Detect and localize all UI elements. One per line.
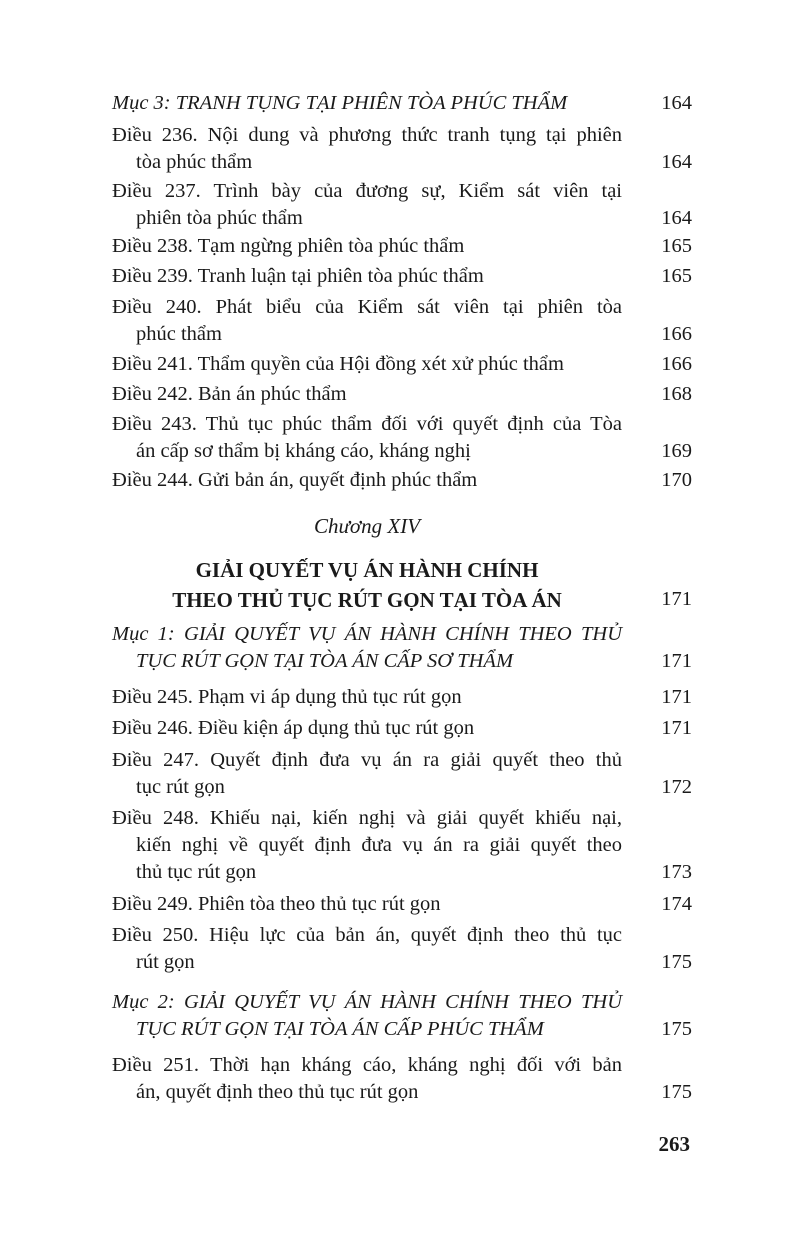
toc-entry-page-number: 171 [661,650,692,672]
toc-entry-title [112,411,622,465]
toc-entry-page-number: 174 [661,893,692,915]
toc-entry-line: tòa phúc thẩm [136,151,253,173]
toc-entry-line: Điều 236. Nội dung và phương thức tranh tụng tại phiên [112,124,622,146]
toc-entry-page-number: 164 [661,92,692,114]
toc-entry-title [112,684,622,711]
toc-entry-line: tục rút gọn [136,776,225,798]
toc-entry-page-number: 166 [661,353,692,375]
toc-entry-d248 [112,805,692,886]
toc-entry-line: thủ tục rút gọn [136,861,257,883]
toc-entry-line: Điều 248. Khiếu nại, kiến nghị và giải quyết khiếu nại, [112,807,622,829]
toc-entry-page-number: 165 [661,265,692,287]
toc-entry-title [112,178,622,232]
toc-entry-page-number: 173 [661,861,692,883]
toc-entry-line: Mục 2: GIẢI QUYẾT VỤ ÁN HÀNH CHÍNH THEO THỦ [112,991,622,1013]
toc-entry-line: phúc thẩm [136,323,222,345]
toc-entry-title [112,233,622,260]
toc-entry-line: án cấp sơ thẩm bị kháng cáo, kháng nghị [136,440,471,462]
toc-entry-page-number: 168 [661,383,692,405]
toc-entry-muc2 [112,989,692,1043]
toc-entry-line: phiên tòa phúc thẩm [136,207,303,229]
toc-entry-page-number: 164 [661,207,692,229]
toc-entry-line: Điều 239. Tranh luận tại phiên tòa phúc thẩm [112,265,484,287]
toc-entry-page-number: 171 [661,686,692,708]
toc-entry-page-number: 164 [661,151,692,173]
toc-entry-line: Điều 242. Bản án phúc thẩm [112,383,347,405]
toc-entry-title [112,922,622,976]
toc-entry-title [112,381,622,408]
toc-entry-title [112,891,622,918]
toc-entry-title [112,1052,622,1106]
toc-entry-line: Mục 3: TRANH TỤNG TẠI PHIÊN TÒA PHÚC THẨM [112,92,568,114]
toc-entry-muc3 [112,90,692,117]
toc-entry-line: Điều 251. Thời hạn kháng cáo, kháng nghị đối với bản [112,1054,622,1076]
toc-entry-d244 [112,467,692,494]
toc-entry-d237 [112,178,692,232]
toc-entry-d251 [112,1052,692,1106]
toc-entry-line: kiến nghị về quyết định đưa vụ án ra giải quyết theo [136,834,622,856]
toc-entry-title [112,467,622,494]
toc-entry-d240 [112,294,692,348]
toc-entry-page-number: 172 [661,776,692,798]
toc-entry-d250 [112,922,692,976]
toc-entry-title [112,90,622,117]
toc-entry-line: Điều 238. Tạm ngừng phiên tòa phúc thẩm [112,235,465,257]
toc-entry-page-number: 169 [661,440,692,462]
chapter-title-line-1: GIẢI QUYẾT VỤ ÁN HÀNH CHÍNH [195,558,539,582]
toc-entry-d245 [112,684,692,711]
toc-entry-page-number: 171 [661,717,692,739]
toc-entry-title [112,989,622,1043]
toc-entry-line: Điều 250. Hiệu lực của bản án, quyết định theo thủ tục [112,924,622,946]
toc-entry-line: TỤC RÚT GỌN TẠI TÒA ÁN CẤP SƠ THẨM [136,650,514,672]
toc-entry-line: TỤC RÚT GỌN TẠI TÒA ÁN CẤP PHÚC THẨM [136,1018,544,1040]
toc-entry-line: Điều 244. Gửi bản án, quyết định phúc thẩm [112,469,478,491]
toc-entry-title [112,122,622,176]
toc-entry-d243 [112,411,692,465]
toc-entry-title [112,294,622,348]
toc-entry-line: Điều 243. Thủ tục phúc thẩm đối với quyết định của Tòa [112,413,622,435]
toc-entry-line: rút gọn [136,951,195,973]
toc-entry-d247 [112,747,692,801]
toc-entry-d242 [112,381,692,408]
toc-entry-d241 [112,351,692,378]
toc-entry-d236 [112,122,692,176]
toc-entry-line: Điều 240. Phát biểu của Kiểm sát viên tại phiên tòa [112,296,622,318]
toc-entry-d238 [112,233,692,260]
toc-entry-page-number: 165 [661,235,692,257]
toc-entry-page-number: 175 [661,1018,692,1040]
chapter-label: Chương XIV [313,514,421,538]
toc-entry-d249 [112,891,692,918]
toc-entry-line: Điều 237. Trình bày của đương sự, Kiểm sát viên tại [112,180,622,202]
chapter-page-number: 171 [661,588,692,610]
toc-entry-line: Điều 241. Thẩm quyền của Hội đồng xét xử phúc thẩm [112,353,564,375]
toc-entry-page-number: 170 [661,469,692,491]
toc-entry-line: Mục 1: GIẢI QUYẾT VỤ ÁN HÀNH CHÍNH THEO THỦ [112,623,622,645]
toc-entry-title [112,621,622,675]
toc-entry-title [112,805,622,886]
toc-entry-page-number: 175 [661,1081,692,1103]
toc-entry-title [112,351,622,378]
toc-entry-d239 [112,263,692,290]
toc-entry-line: Điều 246. Điều kiện áp dụng thủ tục rút gọn [112,717,475,739]
toc-entry-title [112,263,622,290]
toc-entry-muc1 [112,621,692,675]
toc-entry-line: Điều 249. Phiên tòa theo thủ tục rút gọn [112,893,441,915]
toc-entry-page-number: 166 [661,323,692,345]
toc-entry-d246 [112,715,692,742]
chapter-title-line-2: THEO THỦ TỤC RÚT GỌN TẠI TÒA ÁN [172,588,562,612]
toc-entry-line: Điều 247. Quyết định đưa vụ án ra giải quyết theo thủ [112,749,622,771]
toc-entry-line: án, quyết định theo thủ tục rút gọn [136,1081,419,1103]
toc-entry-title [112,747,622,801]
page-folio: 263 [658,1132,690,1156]
toc-entry-line: Điều 245. Phạm vi áp dụng thủ tục rút gọn [112,686,462,708]
toc-entry-title [112,715,622,742]
toc-entry-page-number: 175 [661,951,692,973]
